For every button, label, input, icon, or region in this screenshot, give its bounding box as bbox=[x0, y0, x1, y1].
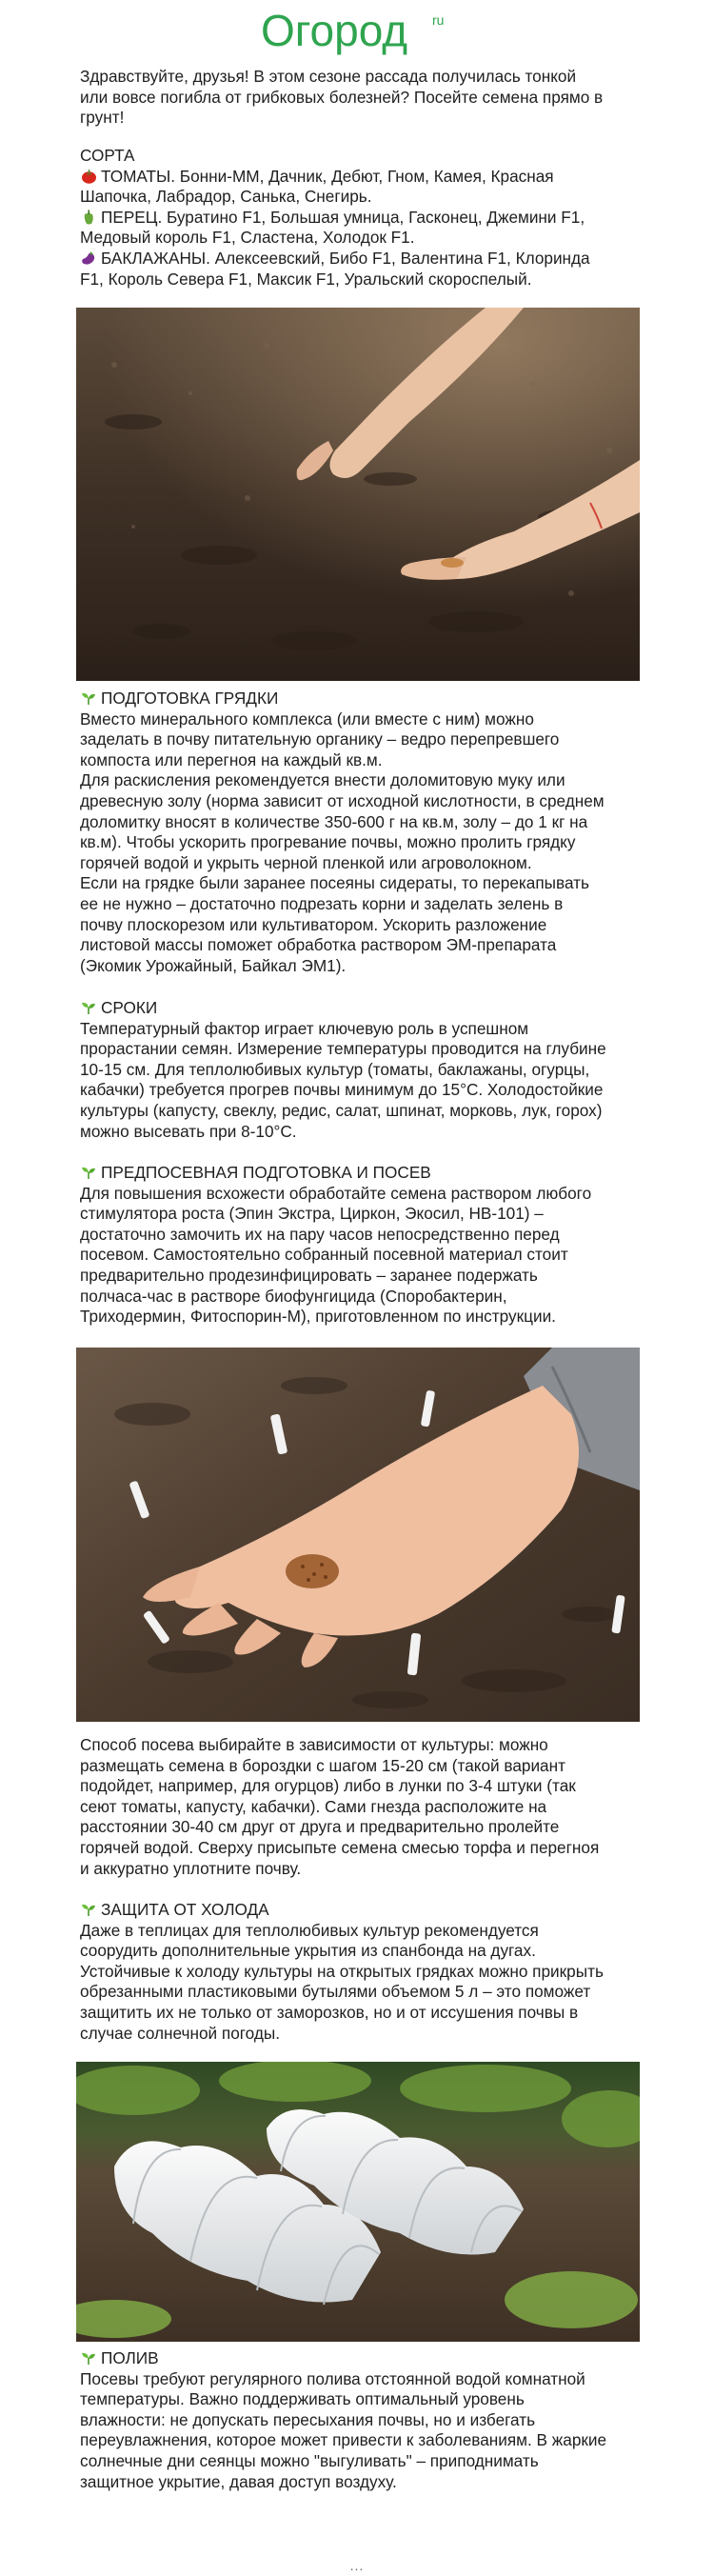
timing-line: культуры (капусту, свеклу, редис, салат, шпинат, морковь, лук, горох) bbox=[80, 1100, 603, 1120]
timing-heading: СРОКИ bbox=[101, 998, 158, 1017]
seedling-icon bbox=[80, 1165, 98, 1180]
ogorod-logo[interactable] bbox=[257, 4, 457, 55]
prep-line: горячей водой и укрыть черной пленкой или агроволокном. bbox=[80, 852, 532, 872]
more-ellipsis: ... bbox=[349, 2558, 365, 2573]
section-cold bbox=[80, 1900, 642, 2044]
prep-line: Вместо минерального комплекса (или вместе с ним) можно bbox=[80, 709, 534, 729]
cold-line: защитить их не только от заморозков, но и от иссушения почвы в bbox=[80, 2002, 579, 2022]
sowing-line: посевом. Самостоятельно собранный посевной материал стоит bbox=[80, 1245, 568, 1265]
water-line: солнечные дни сеянцы можно "выгуливать" – приподнимать bbox=[80, 2450, 539, 2470]
method-line: размещать семена в бороздки с шагом 15-20 см (такой вариант bbox=[80, 1755, 565, 1775]
prep-line: листовой массы поможет обработка раствором ЭМ-препарата bbox=[80, 935, 557, 955]
timing-line: 10-15 см. Для теплолюбивых культур (томаты, баклажаны, огурцы, bbox=[80, 1059, 590, 1079]
prep-line: компоста или перегноя на каждый кв.м. bbox=[80, 749, 383, 769]
sowing-line: достаточно замочить их на пару часов непосредственно перед bbox=[80, 1224, 560, 1244]
timing-line: можно высевать при 8-10°С. bbox=[80, 1121, 297, 1141]
logo-text: Огород bbox=[261, 6, 408, 55]
varieties-block bbox=[80, 146, 642, 290]
cold-line: Даже в теплицах для теплолюбивых культур рекомендуется bbox=[80, 1920, 539, 1940]
seedling-icon bbox=[80, 1902, 98, 1917]
section-method bbox=[80, 1735, 642, 1879]
prep-line: древесную золу (норма зависит от исходной кислотности, в среднем bbox=[80, 790, 605, 810]
prep-line: Если на грядке были заранее посеяны сидераты, то перекапывать bbox=[80, 873, 589, 893]
photo-seeds-in-palm bbox=[76, 1348, 640, 1722]
section-prep bbox=[80, 689, 642, 976]
method-line: горячей водой. Сверху присыпьте семена смесью торфа и перегноя bbox=[80, 1837, 600, 1857]
sowing-line: Для повышения всхожести обработайте семена раствором любого bbox=[80, 1183, 592, 1203]
logo-mark bbox=[257, 4, 457, 55]
sowing-heading-line bbox=[80, 1163, 642, 1184]
water-line: влажности: не допускать пересыхания почвы, но и избегать bbox=[80, 2409, 536, 2429]
timing-line: кабачки) требуется прогрев почвы минимум до 15°С. Холодостойкие bbox=[80, 1080, 604, 1100]
varieties-heading: СОРТА bbox=[80, 146, 135, 165]
prep-line: заделать в почву питательную органику – ведро перепревшего bbox=[80, 729, 560, 749]
water-heading: ПОЛИВ bbox=[101, 2348, 159, 2367]
section-sowing bbox=[80, 1163, 642, 1328]
method-line: расстоянии 30-40 см друг от друга и предварительно пролейте bbox=[80, 1817, 560, 1837]
tomato-text-0: ТОМАТЫ. Бонни-ММ, Дачник, Дебют, Гном, Камея, Красная bbox=[101, 166, 554, 186]
hands-sowing-image bbox=[76, 308, 640, 681]
prep-line: кв.м). Чтобы ускорить прогревание почвы, можно пролить грядку bbox=[80, 832, 576, 852]
pepper-line bbox=[80, 208, 642, 229]
intro-line: Здравствуйте, друзья! В этом сезоне рассада получилась тонкой bbox=[80, 67, 577, 86]
method-line: подойдет, например, для огурцов) либо в лунки по 3-4 штуки (так bbox=[80, 1776, 576, 1796]
eggplant-icon bbox=[80, 250, 98, 266]
eggplant-line bbox=[80, 249, 642, 270]
seeds-in-palm-image bbox=[76, 1348, 640, 1722]
prep-line: доломитку вносят в количестве 350-600 г на кв.м, золу – до 1 кг на bbox=[80, 811, 588, 831]
sowing-heading: ПРЕДПОСЕВНАЯ ПОДГОТОВКА И ПОСЕВ bbox=[101, 1163, 431, 1182]
water-heading-line bbox=[80, 2348, 642, 2369]
photo-hands-sowing bbox=[76, 308, 640, 681]
row-covers-image bbox=[76, 2062, 640, 2342]
timing-line: прорастании семян. Измерение температуры проводится на глубине bbox=[80, 1039, 606, 1059]
seedling-icon bbox=[80, 2350, 98, 2366]
method-line: Способ посева выбирайте в зависимости от культуры: можно bbox=[80, 1735, 548, 1754]
eggplant-text-0: БАКЛАЖАНЫ. Алексеевский, Бибо F1, Валентина F1, Клоринда bbox=[101, 248, 590, 268]
prep-heading: ПОДГОТОВКА ГРЯДКИ bbox=[101, 689, 279, 708]
cold-line: случае солнечной погоды. bbox=[80, 2023, 281, 2043]
method-line: сеют томаты, капусту, кабачки). Сами гнезда расположите на bbox=[80, 1796, 547, 1816]
intro-text bbox=[80, 67, 642, 129]
sowing-line: полчаса-час в растворе биофунгицида (Споробактерин, bbox=[80, 1286, 507, 1306]
cold-heading: ЗАЩИТА ОТ ХОЛОДА bbox=[101, 1900, 269, 1919]
timing-heading-line bbox=[80, 998, 642, 1019]
prep-heading-line bbox=[80, 689, 642, 709]
tomato-text-1: Шапочка, Лабрадор, Санька, Снегирь. bbox=[80, 187, 372, 207]
tomato-line bbox=[80, 167, 642, 188]
prep-line: Для раскисления рекомендуется внести доломитовую муку или bbox=[80, 770, 565, 790]
pepper-icon bbox=[80, 210, 98, 225]
pepper-text-1: Медовый король F1, Сластена, Холодок F1. bbox=[80, 228, 415, 248]
eggplant-text-1: F1, Король Севера F1, Максик F1, Уральский скороспелый. bbox=[80, 269, 532, 289]
water-line: переувлажнения, которое может привести к заболеваниям. В жаркие bbox=[80, 2430, 607, 2450]
seedling-icon bbox=[80, 1000, 98, 1015]
timing-line: Температурный фактор играет ключевую роль в успешном bbox=[80, 1018, 529, 1038]
section-timing bbox=[80, 998, 642, 1142]
pepper-text-0: ПЕРЕЦ. Буратино F1, Большая умница, Гасконец, Джемини F1, bbox=[101, 207, 585, 227]
logo-suffix: ru bbox=[432, 12, 445, 28]
sowing-line: стимулятора роста (Эпин Экстра, Циркон, Экосил, НВ-101) – bbox=[80, 1204, 544, 1224]
water-line: температуры. Важно поддерживать оптимальный уровень bbox=[80, 2389, 525, 2409]
sowing-line: Триходермин, Фитоспорин-М), приготовленном по инструкции. bbox=[80, 1307, 556, 1327]
sowing-line: предварительно продезинфицировать – заранее подержать bbox=[80, 1265, 538, 1285]
method-line: и аккуратно уплотните почву. bbox=[80, 1858, 302, 1878]
water-line: защитное укрытие, давая доступ воздуху. bbox=[80, 2471, 397, 2491]
prep-line: (Экомик Урожайный, Байкал ЭМ1). bbox=[80, 955, 347, 975]
prep-line: почву плоскорезом или культиватором. Ускорить разложение bbox=[80, 914, 547, 934]
prep-line: ее не нужно – достаточно подрезать корни и заделать зелень в bbox=[80, 893, 564, 913]
water-line: Посевы требуют регулярного полива отстоянной водой комнатной bbox=[80, 2368, 585, 2388]
seedling-icon bbox=[80, 690, 98, 706]
section-water bbox=[80, 2348, 642, 2492]
photo-row-covers bbox=[76, 2062, 640, 2342]
tomato-icon bbox=[80, 169, 98, 184]
cold-heading-line bbox=[80, 1900, 642, 1921]
cold-line: соорудить дополнительные укрытия из спанбонда на дугах. bbox=[80, 1941, 536, 1961]
cold-line: Устойчивые к холоду культуры на открытых грядках можно прикрыть bbox=[80, 1961, 604, 1981]
intro-line: грунт! bbox=[80, 108, 125, 128]
cold-line: обрезанными пластиковыми бутылями объемом 5 л – это поможет bbox=[80, 1982, 591, 2002]
intro-line: или вовсе погибла от грибковых болезней? Посейте семена прямо в bbox=[80, 87, 604, 107]
